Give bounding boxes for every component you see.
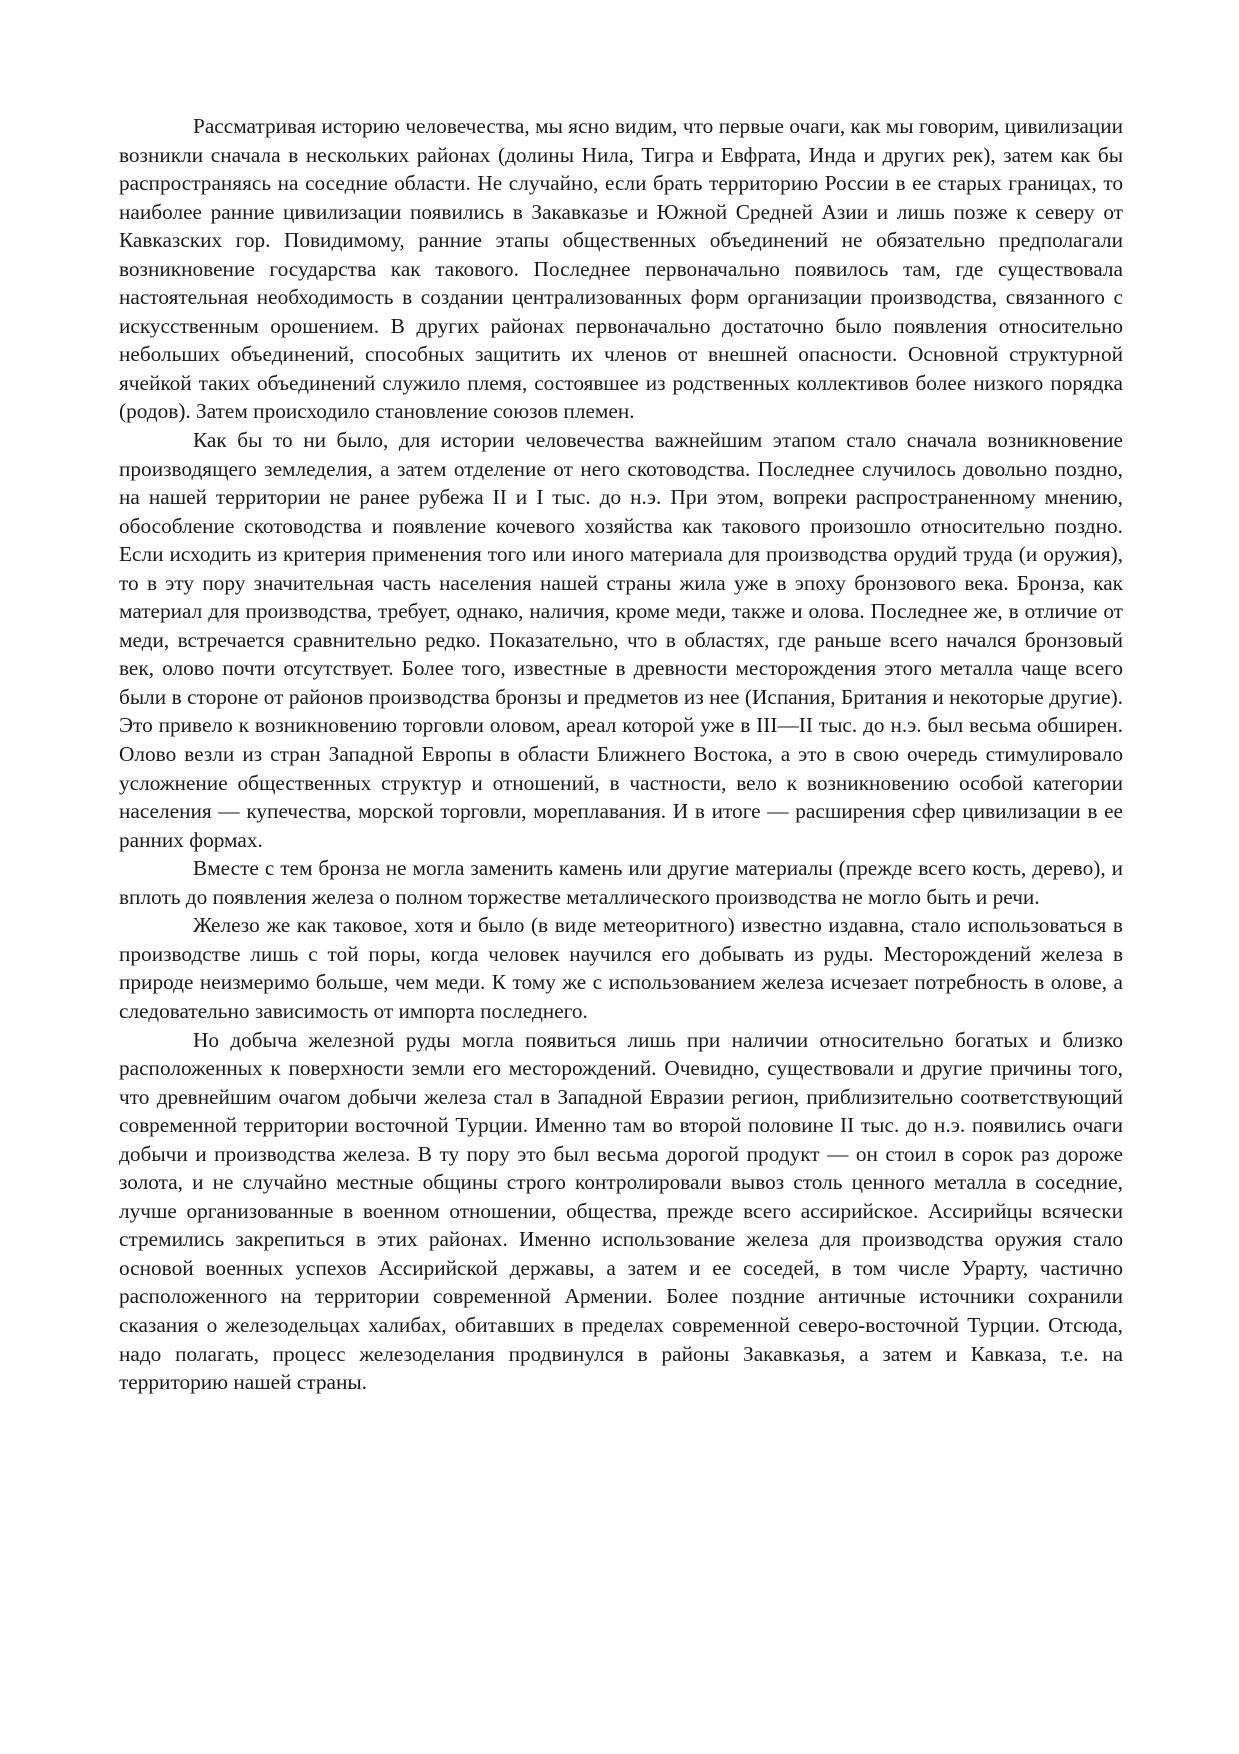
paragraph-5: Но добыча железной руды могла появиться лишь при наличии относительно богатых и близко расположенных к поверхности земли его месторождений. Очевидно, существовали и другие причины того, что древнейшим очагом добычи железа стал в Западной Евразии регион, приблизительно соответствующий современной территории восточной Турции. Именно там во второй половине II тыс. до н.э. появились очаги добычи и производства железа. В ту пору это был весьма дорогой продукт — он стоил в сорок раз дороже золота, и не случайно местные общины строго контролировали вывоз столь ценного металла в соседние, лучше организованные в военном отношении, общества, прежде всего ассирийское. Ассирийцы всячески стремились закрепиться в этих районах. Именно использование железа для производства оружия стало основой военных успехов Ассирийской державы, а затем и ее соседей, в том числе Урарту, частично расположенного на территории современной Армении. Более поздние античные источники сохранили сказания о железодельцах халибах, обитавших в пределах современной северо-восточной Турции. Отсюда, надо полагать, процесс железоделания продвинулся в районы Закавказья, а затем и Кавказа, т.е. на территорию нашей страны. [119,1027,1123,1395]
document-page [119,112,1123,1397]
paragraph-3: Вместе с тем бронза не могла заменить камень или другие материалы (прежде всего кость, дерево), и вплоть до появления железа о полном торжестве металлического производства не могло быть и речи. [119,856,1123,909]
paragraph-1: Рассматривая историю человечества, мы ясно видим, что первые очаги, как мы говорим, цивилизации возникли сначала в нескольких районах (долины Нила, Тигра и Евфрата, Инда и других рек), затем как бы распространяясь на соседние области. Не случайно, если брать территорию России в ее старых границах, то наиболее ранние цивилизации появились в Закавказье и Южной Средней Азии и лишь позже к северу от Кавказских гор. Повидимому, ранние этапы общественных объединений не обязательно предполагали возникновение государства как такового. Последнее первоначально появилось там, где существовала настоятельная необходимость в создании централизованных форм организации производства, связанного с искусственным орошением. В других районах первоначально достаточно было появления относительно небольших объединений, способных защитить их членов от внешней опасности. Основной структурной ячейкой таких объединений служило племя, состоявшее из родственных коллективов более низкого порядка (родов). Затем происходило становление союзов племен. [119,114,1123,424]
paragraph-4: Железо же как таковое, хотя и было (в виде метеоритного) известно издавна, стало использоваться в производстве лишь с той поры, когда человек научился его добывать из руды. Месторождений железа в природе неизмеримо больше, чем меди. К тому же с использованием железа исчезает потребность в олове, а следовательно зависимость от импорта последнего. [119,913,1123,1023]
paragraph-2: Как бы то ни было, для истории человечества важнейшим этапом стало сначала возникновение производящего земледелия, а затем отделение от него скотоводства. Последнее случилось довольно поздно, на нашей территории не ранее рубежа II и I тыс. до н.э. При этом, вопреки распространенному мнению, обособление скотоводства и появление кочевого хозяйства как такового произошло относительно поздно. Если исходить из критерия применения того или иного материала для производства орудий труда (и оружия), то в эту пору значительная часть населения нашей страны жила уже в эпоху бронзового века. Бронза, как материал для производства, требует, однако, наличия, кроме меди, также и олова. Последнее же, в отличие от меди, встречается сравнительно редко. Показательно, что в областях, где раньше всего начался бронзовый век, олово почти отсутствует. Более того, известные в древности месторождения этого металла чаще всего были в стороне от районов производства бронзы и предметов из нее (Испания, Британия и некоторые другие). Это привело к возникновению торговли оловом, ареал которой уже в III—II тыс. до н.э. был весьма обширен. Олово везли из стран Западной Европы в области Ближнего Востока, а это в свою очередь стимулировало усложнение общественных структур и отношений, в частности, вело к возникновению особой категории населения — купечества, морской торговли, мореплавания. И в итоге — расширения сфер цивилизации в ее ранних формах. [119,428,1123,852]
